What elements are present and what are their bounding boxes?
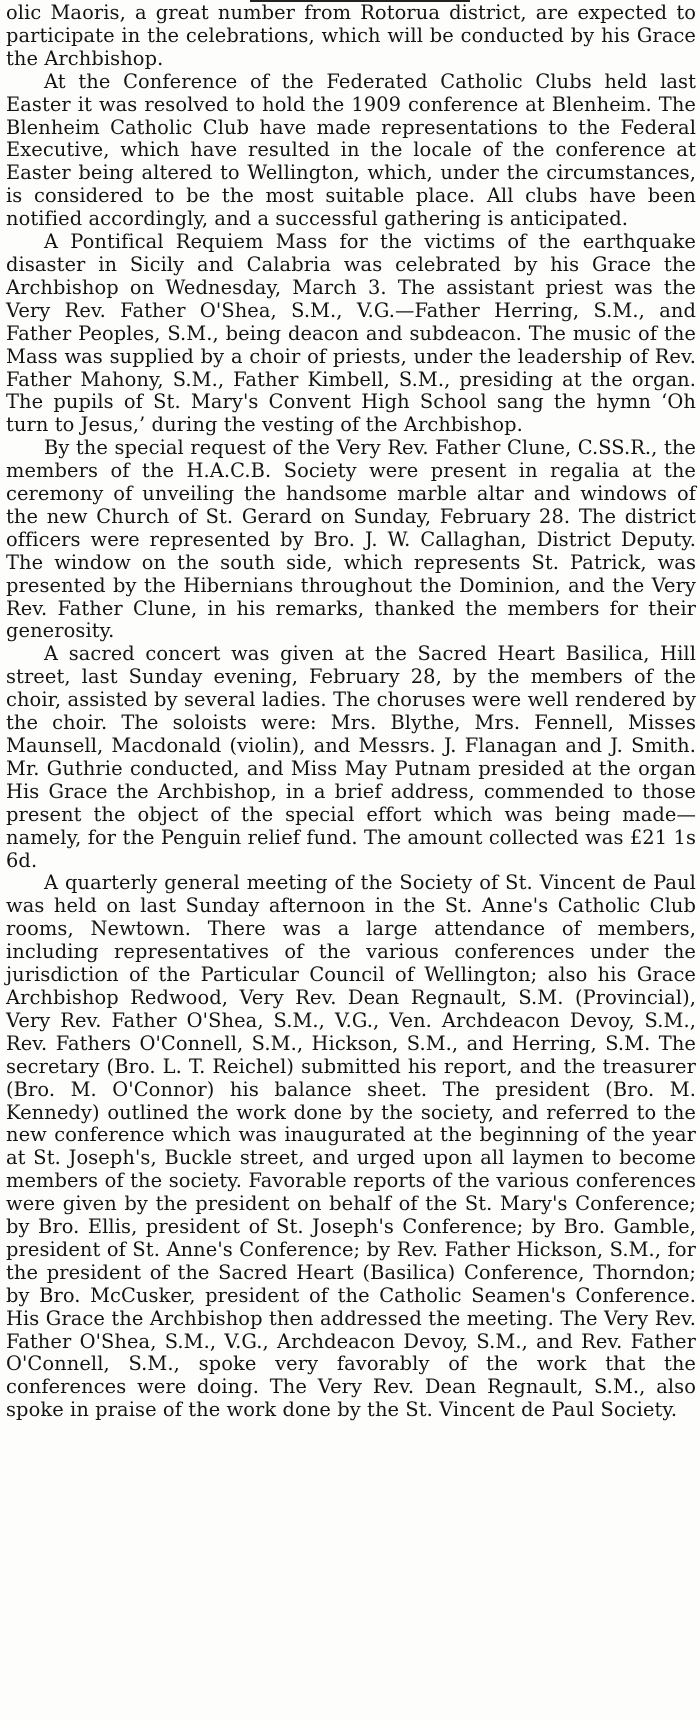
paragraph-catholic-clubs-conference: At the Conference of the Federated Catholic Clubs held last Easter it was resolved to hold the 1909 conference at Blenheim. The Blenheim Catholic Club have made representations to the Federal Executive, which have resulted in the locale of the conference at Easter being altered to Wellington, which, under the circumstances, is considered to be the most suitable place. All clubs have been notified accordingly, and a successful gathering is anticipated.: [6, 69, 696, 231]
article-column: [6, 2, 696, 1422]
paragraph-requiem-mass: A Pontifical Requiem Mass for the victims of the earthquake disaster in Sicily and Calabria was celebrated by his Grace the Archbishop on Wednesday, March 3. The assistant priest was the Very Rev. Father O'Shea, S.M., V.G.—Father Herring, S.M., and Father Peoples, S.M., being deacon and subdeacon. The music of the Mass was supplied by a choir of priests, under the leadership of Rev. Father Mahony, S.M., Father Kimbell, S.M., presiding at the organ. The pupils of St. Mary's Convent High School sang the hymn ‘Oh turn to Jesus,’ during the vesting of the Archbishop.: [6, 230, 696, 437]
paragraph-maori-celebrations: olic Maoris, a great number from Rotorua district, are expected to participate in the celebrations, which will be conducted by his Grace the Archbishop.: [6, 1, 696, 70]
paragraph-hacb-society: By the special request of the Very Rev. Father Clune, C.SS.R., the members of the H.A.C.B. Society were present in regalia at the ceremony of unveiling the handsome marble altar and windows of the new Church of St. Gerard on Sunday, February 28. The district officers were represented by Bro. J. W. Callaghan, District Deputy. The window on the south side, which represents St. Patrick, was presented by the Hibernians throughout the Dominion, and the Very Rev. Father Clune, in his remarks, thanked the members for their generosity.: [6, 436, 696, 643]
paragraph-sacred-concert: A sacred concert was given at the Sacred Heart Basilica, Hill street, last Sunday evening, February 28, by the members of the choir, assisted by several ladies. The choruses were well rendered by the choir. The soloists were: Mrs. Blythe, Mrs. Fennell, Misses Maunsell, Macdonald (violin), and Messrs. J. Flanagan and J. Smith. Mr. Guthrie conducted, and Miss May Putnam presided at the organ His Grace the Archbishop, in a brief address, commended to those present the object of the special effort which was being made—namely, for the Penguin relief fund. The amount collected was £21 1s 6d.: [6, 642, 696, 872]
paragraph-st-vincent-de-paul: A quarterly general meeting of the Society of St. Vincent de Paul was held on last Sunday afternoon in the St. Anne's Catholic Club rooms, Newtown. There was a large attendance of members, including representatives of the various conferences under the jurisdiction of the Particular Council of Wellington; also his Grace Archbishop Redwood, Very Rev. Dean Regnault, S.M. (Provincial), Very Rev. Father O'Shea, S.M., V.G., Ven. Archdeacon Devoy, S.M., Rev. Fathers O'Connell, S.M., Hickson, S.M., and Herring, S.M. The secretary (Bro. L. T. Reichel) submitted his report, and the treasurer (Bro. M. O'Connor) his balance sheet. The president (Bro. M. Kennedy) outlined the work done by the society, and referred to the new conference which was inaugurated at the beginning of the year at St. Joseph's, Buckle street, and urged upon all laymen to become members of the society. Favorable reports of the various conferences were given by the president on behalf of the St. Mary's Conference; by Bro. Ellis, president of St. Joseph's Conference; by Bro. Gamble, president of St. Anne's Conference; by Rev. Father Hickson, S.M., for the president of the Sacred Heart (Basilica) Conference, Thorndon; by Bro. McCusker, president of the Catholic Seamen's Conference. His Grace the Archbishop then addressed the meeting. The Very Rev. Father O'Shea, S.M., V.G., Archdeacon Devoy, S.M., and Rev. Father O'Connell, S.M., spoke very favorably of the work that the conferences were doing. The Very Rev. Dean Regnault, S.M., also spoke in praise of the work done by the St. Vincent de Paul Society.: [6, 871, 696, 1422]
